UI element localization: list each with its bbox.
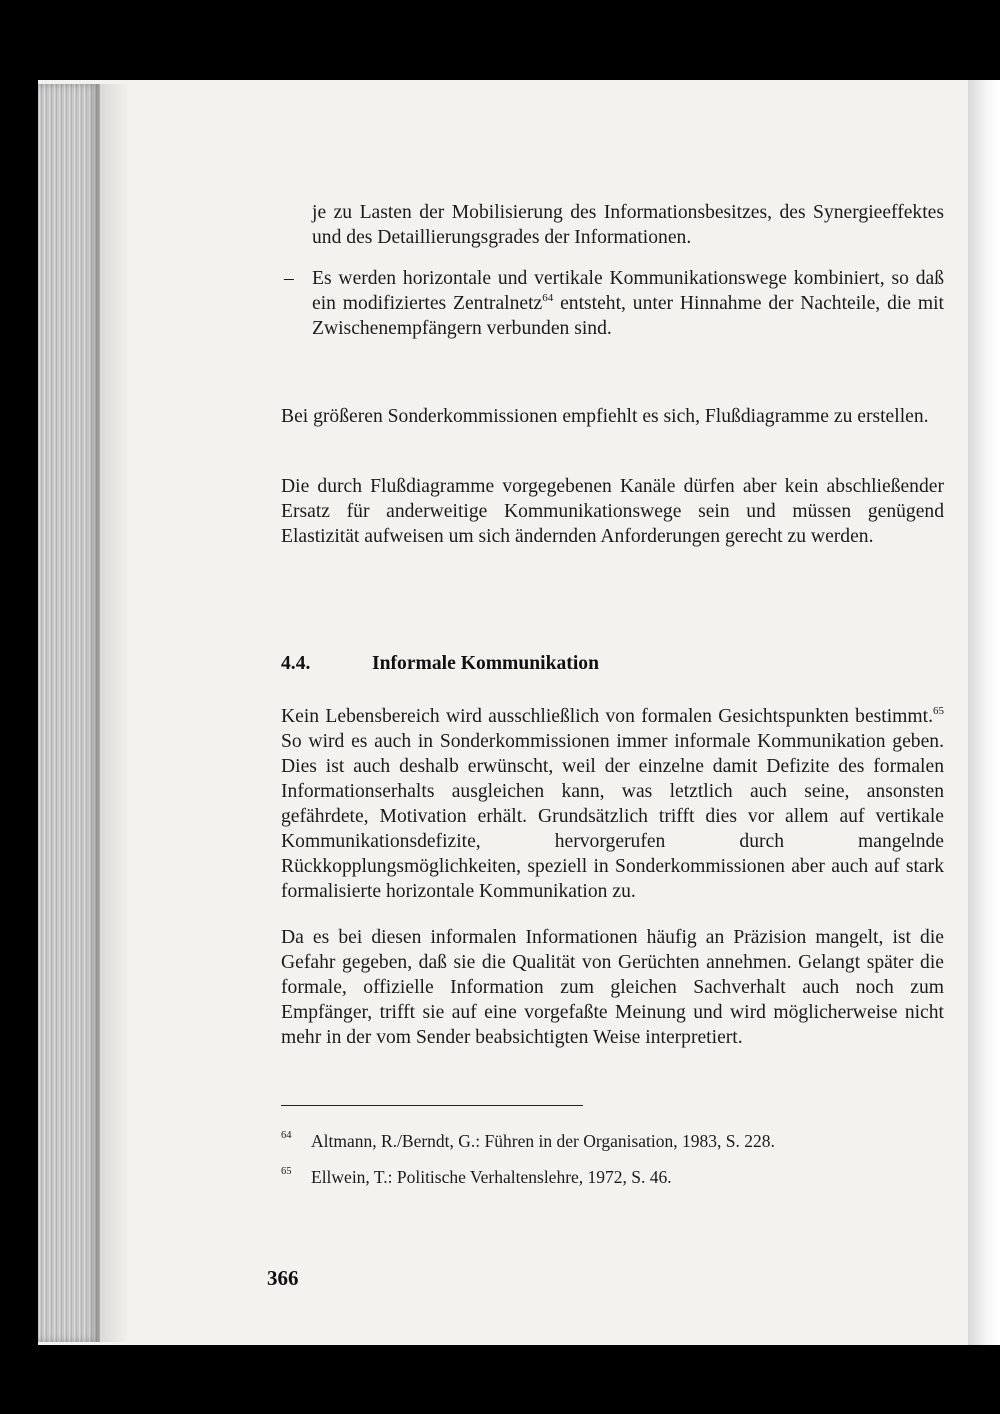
page-number: 366 xyxy=(267,1266,299,1290)
section-number: 4.4. xyxy=(281,653,311,674)
footnote-text: Altmann, R./Berndt, G.: Führen in der Organisation, 1983, S. 228. xyxy=(311,1131,775,1151)
footnote-number: 65 xyxy=(281,1166,292,1177)
paragraph-3-text-after: So wird es auch in Sonderkommissionen immer informale Kommunikation geben. Dies ist auch deshalb erwünscht, weil der einzelne damit Defizite des formalen Informationserhalts ausgleichen kann, was letztlich auch seine, ansonsten gefährdete, Motivation erhält. Grundsätzlich trifft dies vor allem auf vertikale Kommunikationsdefizite, hervorgerufen durch mangelnde Rückkopplungsmöglichkeiten, speziell in Sonderkommissionen aber auch auf stark formalisierte horizontale Kommunikation zu. xyxy=(281,731,944,902)
page-edges xyxy=(38,84,100,1342)
footnote-divider xyxy=(281,1105,583,1106)
dash-item-text-after: entsteht, unter Hinnahme der Nachteile, die mit Zwischenempfängern verbunden sind. xyxy=(312,293,944,339)
paragraph-rumors: Da es bei diesen informalen Informationen häufig an Präzision mangelt, ist die Gefahr gegeben, daß sie die Qualität von Gerüchten annehmen. Gelangt später die formale, offizielle Information zum gleichen Sachverhalt auch noch zum Empfänger, trifft sie auf eine vorgefaßte Meinung und wird möglicherweise nicht mehr in der vom Sender beabsichtigten Weise interpretiert. xyxy=(281,927,944,1048)
list-item-dash xyxy=(312,266,944,341)
footnote-ref-64: 64 xyxy=(542,292,554,304)
paragraph-channels: Die durch Flußdiagramme vorgegebenen Kanäle dürfen aber kein abschließender Ersatz für anderweitige Kommunikationswege sein und müssen genügend Elastizität aufweisen um sich ändernden Anforderungen gerecht zu werden. xyxy=(281,476,944,547)
paragraph-informal-communication xyxy=(281,704,944,904)
list-dash-marker: – xyxy=(284,268,294,289)
paragraph-flow-diagrams: Bei größeren Sonderkommissionen empfiehlt es sich, Flußdiagramme zu erstellen. xyxy=(281,406,929,427)
section-title: Informale Kommunikation xyxy=(372,653,599,674)
footnote-text: Ellwein, T.: Politische Verhaltenslehre, 1972, S. 46. xyxy=(311,1167,672,1187)
paragraph-3-text-before: Kein Lebensbereich wird ausschließlich von formalen Gesichtspunkten bestimmt. xyxy=(281,706,933,727)
list-item-continuation: je zu Lasten der Mobilisierung des Informationsbesitzes, des Synergieeffektes und des Detaillierungsgrades der Informationen. xyxy=(312,202,944,248)
dash-item-text-before: Es werden horizontale und vertikale Kommunikationswege kombiniert, so daß ein modifiziertes Zentralnetz xyxy=(312,268,944,314)
spine-shadow xyxy=(100,84,130,1342)
facing-page-edge xyxy=(968,80,1000,1345)
footnote-number: 64 xyxy=(281,1130,292,1141)
footnote-ref-65: 65 xyxy=(933,705,944,717)
